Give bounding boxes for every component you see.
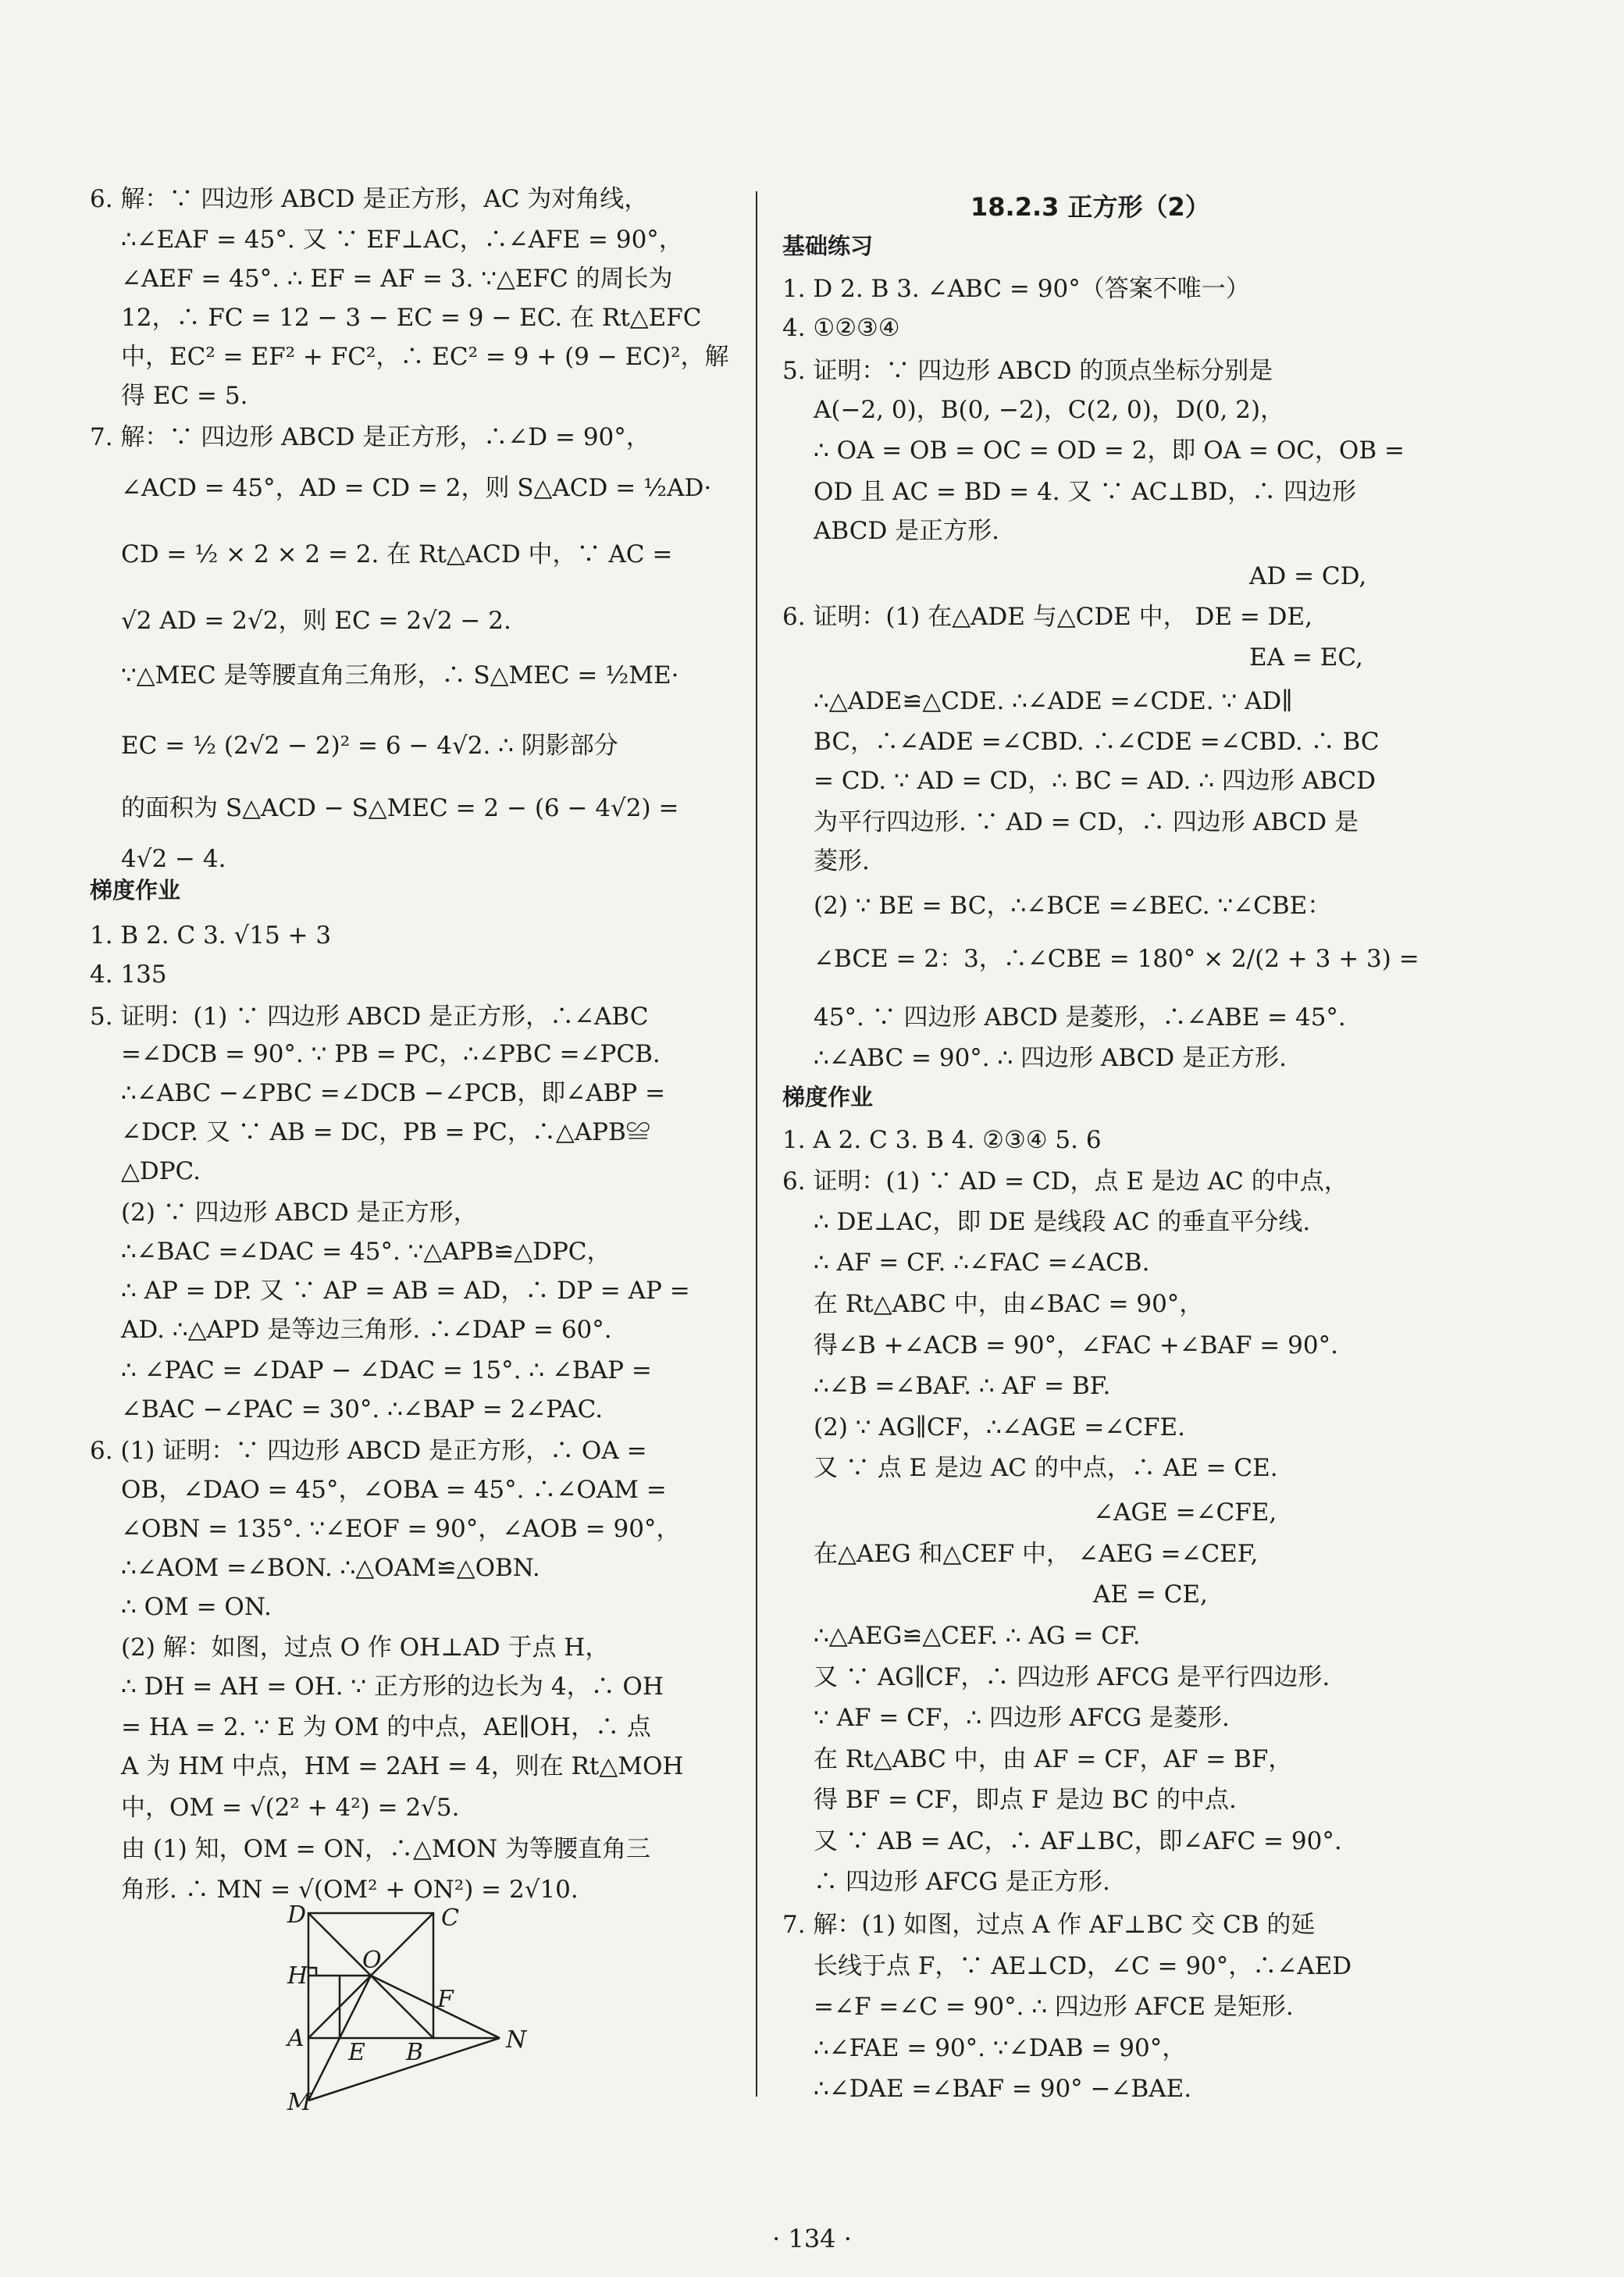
text-line: ∴△AEG≌△CEF. ∴ AG = CF.	[814, 1622, 1141, 1650]
text-line: 角形. ∴ MN = √(OM² + ON²) = 2√10.	[121, 1876, 579, 1904]
figure-label: F	[437, 1986, 454, 2013]
text-line: ∴ AF = CF. ∴∠FAC =∠ACB.	[814, 1249, 1150, 1277]
text-line: ∴ AP = DP. 又 ∵ AP = AB = AD，∴ DP = AP =	[121, 1277, 690, 1305]
figure-label: C	[441, 1905, 459, 1932]
text-line: A(−2, 0)，B(0, −2)，C(2, 0)，D(0, 2)，	[814, 396, 1285, 424]
text-line: (2) 解：如图，过点 O 作 OH⊥AD 于点 H，	[121, 1634, 610, 1662]
figure-label: B	[406, 2039, 424, 2066]
section-title: 18.2.3 正方形（2）	[970, 192, 1210, 222]
text-line: 5. 证明：(1) ∵ 四边形 ABCD 是正方形，∴∠ABC	[90, 1003, 649, 1031]
text-line: (2) ∵ AG∥CF，∴∠AGE =∠CFE.	[814, 1413, 1186, 1441]
text-line: 1. B 2. C 3. √15 + 3	[90, 921, 332, 950]
text-line: ∠BCE = 2：3，∴∠CBE = 180° × 2/(2 + 3 + 3) =	[814, 945, 1419, 973]
brace-line: EA = EC,	[1249, 643, 1363, 672]
text-line: 4. 135	[90, 960, 167, 989]
text-line: ∴ DH = AH = OH. ∵ 正方形的边长为 4，∴ OH	[121, 1673, 664, 1701]
page-number: · 134 ·	[772, 2224, 852, 2254]
text-line: 在 Rt△ABC 中，由∠BAC = 90°，	[814, 1290, 1204, 1318]
text-line: 得 EC = 5.	[121, 382, 248, 410]
figure-label: D	[287, 1905, 307, 1929]
brace-line: ∠AGE =∠CFE,	[1093, 1498, 1277, 1527]
text-line: ∴∠BAC =∠DAC = 45°. ∵△APB≌△DPC，	[121, 1238, 611, 1266]
text-line: ∴∠AOM =∠BON. ∴△OAM≌△OBN.	[121, 1554, 540, 1582]
text-line: √2 AD = 2√2，则 EC = 2√2 − 2.	[121, 607, 511, 635]
text-line: ∴∠ABC −∠PBC =∠DCB −∠PCB，即∠ABP =	[121, 1079, 666, 1107]
figure-label: A	[287, 2025, 304, 2052]
text-line: ∴∠EAF = 45°. 又 ∵ EF⊥AC，∴∠AFE = 90°，	[121, 226, 683, 254]
on-line	[371, 1976, 500, 2038]
figure-label: H	[287, 1962, 308, 1990]
text-line: = CD. ∵ AD = CD，∴ BC = AD. ∴ 四边形 ABCD	[814, 767, 1376, 795]
text-line: ∵△MEC 是等腰直角三角形，∴ S△MEC = ½ME·	[121, 661, 679, 690]
text-line: 菱形.	[814, 847, 870, 875]
figure-label: E	[348, 2039, 365, 2066]
text-line: 的面积为 S△ACD − S△MEC = 2 − (6 − 4√2) =	[121, 794, 679, 822]
text-line: BC，∴∠ADE =∠CBD. ∴∠CDE =∠CBD. ∴ BC	[814, 728, 1380, 756]
figure-label: N	[506, 2026, 527, 2054]
text-line: EC = ½ (2√2 − 2)² = 6 − 4√2. ∴ 阴影部分	[121, 732, 618, 760]
brace-line: AE = CE,	[1093, 1580, 1208, 1609]
text-line: 6. 证明：(1) ∵ AD = CD，点 E 是边 AC 的中点，	[782, 1167, 1348, 1196]
text-line: ∴△ADE≌△CDE. ∴∠ADE =∠CDE. ∵ AD∥	[814, 687, 1293, 715]
text-line: 6. (1) 证明：∵ 四边形 ABCD 是正方形，∴ OA =	[90, 1437, 647, 1465]
text-line: AD. ∴△APD 是等边三角形. ∴∠DAP = 60°.	[121, 1316, 612, 1344]
text-line: ∠AEF = 45°. ∴ EF = AF = 3. ∵△EFC 的周长为	[121, 265, 673, 293]
text-line: ∠ACD = 45°，AD = CD = 2，则 S△ACD = ½AD·	[121, 474, 712, 502]
text-line: 为平行四边形. ∵ AD = CD，∴ 四边形 ABCD 是	[814, 808, 1359, 836]
text-line: 由 (1) 知，OM = ON，∴△MON 为等腰直角三	[121, 1835, 650, 1863]
text-line: CD = ½ × 2 × 2 = 2. 在 Rt△ACD 中，∵ AC =	[121, 540, 673, 568]
section-heading: 基础练习	[782, 233, 874, 259]
text-line: (2) ∵ BE = BC，∴∠BCE =∠BEC. ∵∠CBE：	[814, 892, 1332, 920]
text-line: ∠BAC −∠PAC = 30°. ∴∠BAP = 2∠PAC.	[121, 1395, 604, 1424]
section-heading: 梯度作业	[90, 877, 181, 903]
text-line: 又 ∵ AG∥CF，∴ 四边形 AFCG 是平行四边形.	[814, 1663, 1330, 1691]
text-line: ∠DCP. 又 ∵ AB = DC，PB = PC，∴△APB≌	[121, 1118, 650, 1146]
text-line: ∴ OM = ON.	[121, 1593, 272, 1621]
text-line: 7. 解：(1) 如图，过点 A 作 AF⊥BC 交 CB 的延	[782, 1911, 1316, 1939]
geometry-figure	[281, 1905, 539, 2116]
text-line: =∠DCB = 90°. ∵ PB = PC，∴∠PBC =∠PCB.	[121, 1040, 661, 1068]
text-line: 1. A 2. C 3. B 4. ②③④ 5. 6	[782, 1126, 1102, 1154]
text-line: 45°. ∵ 四边形 ABCD 是菱形，∴∠ABE = 45°.	[814, 1003, 1346, 1032]
text-line: ∴ DE⊥AC，即 DE 是线段 AC 的垂直平分线.	[814, 1208, 1311, 1236]
text-line: ∴ 四边形 AFCG 是正方形.	[814, 1868, 1110, 1896]
text-line: ∴∠ABC = 90°. ∴ 四边形 ABCD 是正方形.	[814, 1044, 1287, 1072]
text-line: ABCD 是正方形.	[814, 517, 1000, 545]
text-line: 1. D 2. B 3. ∠ABC = 90°（答案不唯一）	[782, 275, 1250, 303]
text-line: OD 且 AC = BD = 4. 又 ∵ AC⊥BD，∴ 四边形	[814, 478, 1356, 506]
text-line: OB，∠DAO = 45°，∠OBA = 45°. ∴∠OAM =	[121, 1476, 667, 1504]
text-line: 长线于点 F，∵ AE⊥CD，∠C = 90°，∴∠AED	[814, 1952, 1352, 1980]
text-line: 中，EC² = EF² + FC²，∴ EC² = 9 + (9 − EC)²，解	[121, 343, 729, 371]
text-line: 6. 解：∵ 四边形 ABCD 是正方形，AC 为对角线，	[90, 185, 649, 213]
figure-label: O	[362, 1947, 382, 1974]
text-line: 得∠B +∠ACB = 90°，∠FAC +∠BAF = 90°.	[814, 1331, 1338, 1359]
text-line: 6. 证明：(1) 在△ADE 与△CDE 中， DE = DE,	[782, 603, 1313, 631]
text-line: ∴∠B =∠BAF. ∴ AF = BF.	[814, 1372, 1111, 1400]
text-line: ∵ AF = CF，∴ 四边形 AFCG 是菱形.	[814, 1704, 1230, 1732]
text-line: A 为 HM 中点，HM = 2AH = 4，则在 Rt△MOH	[121, 1752, 684, 1780]
text-line: ∴∠FAE = 90°. ∵∠DAB = 90°，	[814, 2034, 1187, 2062]
brace-line: AD = CD,	[1249, 562, 1367, 590]
text-line: =∠F =∠C = 90°. ∴ 四边形 AFCE 是矩形.	[814, 1993, 1294, 2021]
text-line: 中，OM = √(2² + 4²) = 2√5.	[121, 1794, 460, 1822]
text-line: ∴ OA = OB = OC = OD = 2，即 OA = OC，OB =	[814, 437, 1405, 465]
text-line: ∴∠DAE =∠BAF = 90° −∠BAE.	[814, 2075, 1192, 2103]
text-line: 4. ①②③④	[782, 314, 900, 342]
text-line: 在 Rt△ABC 中，由 AF = CF，AF = BF，	[814, 1745, 1293, 1773]
text-line: 又 ∵ 点 E 是边 AC 的中点，∴ AE = CE.	[814, 1454, 1278, 1482]
right-angle-mark	[308, 1968, 316, 1976]
text-line: 12，∴ FC = 12 − 3 − EC = 9 − EC. 在 Rt△EFC	[121, 304, 702, 332]
text-line: (2) ∵ 四边形 ABCD 是正方形，	[121, 1199, 478, 1227]
text-line: 得 BF = CF，即点 F 是边 BC 的中点.	[814, 1786, 1237, 1814]
text-line: 4√2 − 4.	[121, 845, 226, 873]
section-heading: 梯度作业	[782, 1084, 874, 1110]
text-line: ∠OBN = 135°. ∵∠EOF = 90°，∠AOB = 90°，	[121, 1515, 681, 1543]
text-line: 在△AEG 和△CEF 中， ∠AEG =∠CEF,	[814, 1540, 1259, 1568]
figure-label: M	[287, 2089, 312, 2116]
text-line: 7. 解：∵ 四边形 ABCD 是正方形，∴∠D = 90°，	[90, 423, 650, 451]
column-divider	[756, 191, 757, 2097]
text-line: 5. 证明：∵ 四边形 ABCD 的顶点坐标分别是	[782, 357, 1273, 385]
mn-line	[308, 2038, 500, 2101]
text-line: ∴ ∠PAC = ∠DAP − ∠DAC = 15°. ∴ ∠BAP =	[121, 1356, 652, 1384]
text-line: △DPC.	[121, 1157, 201, 1185]
text-line: 又 ∵ AB = AC，∴ AF⊥BC，即∠AFC = 90°.	[814, 1827, 1342, 1855]
text-line: = HA = 2. ∵ E 为 OM 的中点，AE∥OH，∴ 点	[121, 1713, 651, 1741]
